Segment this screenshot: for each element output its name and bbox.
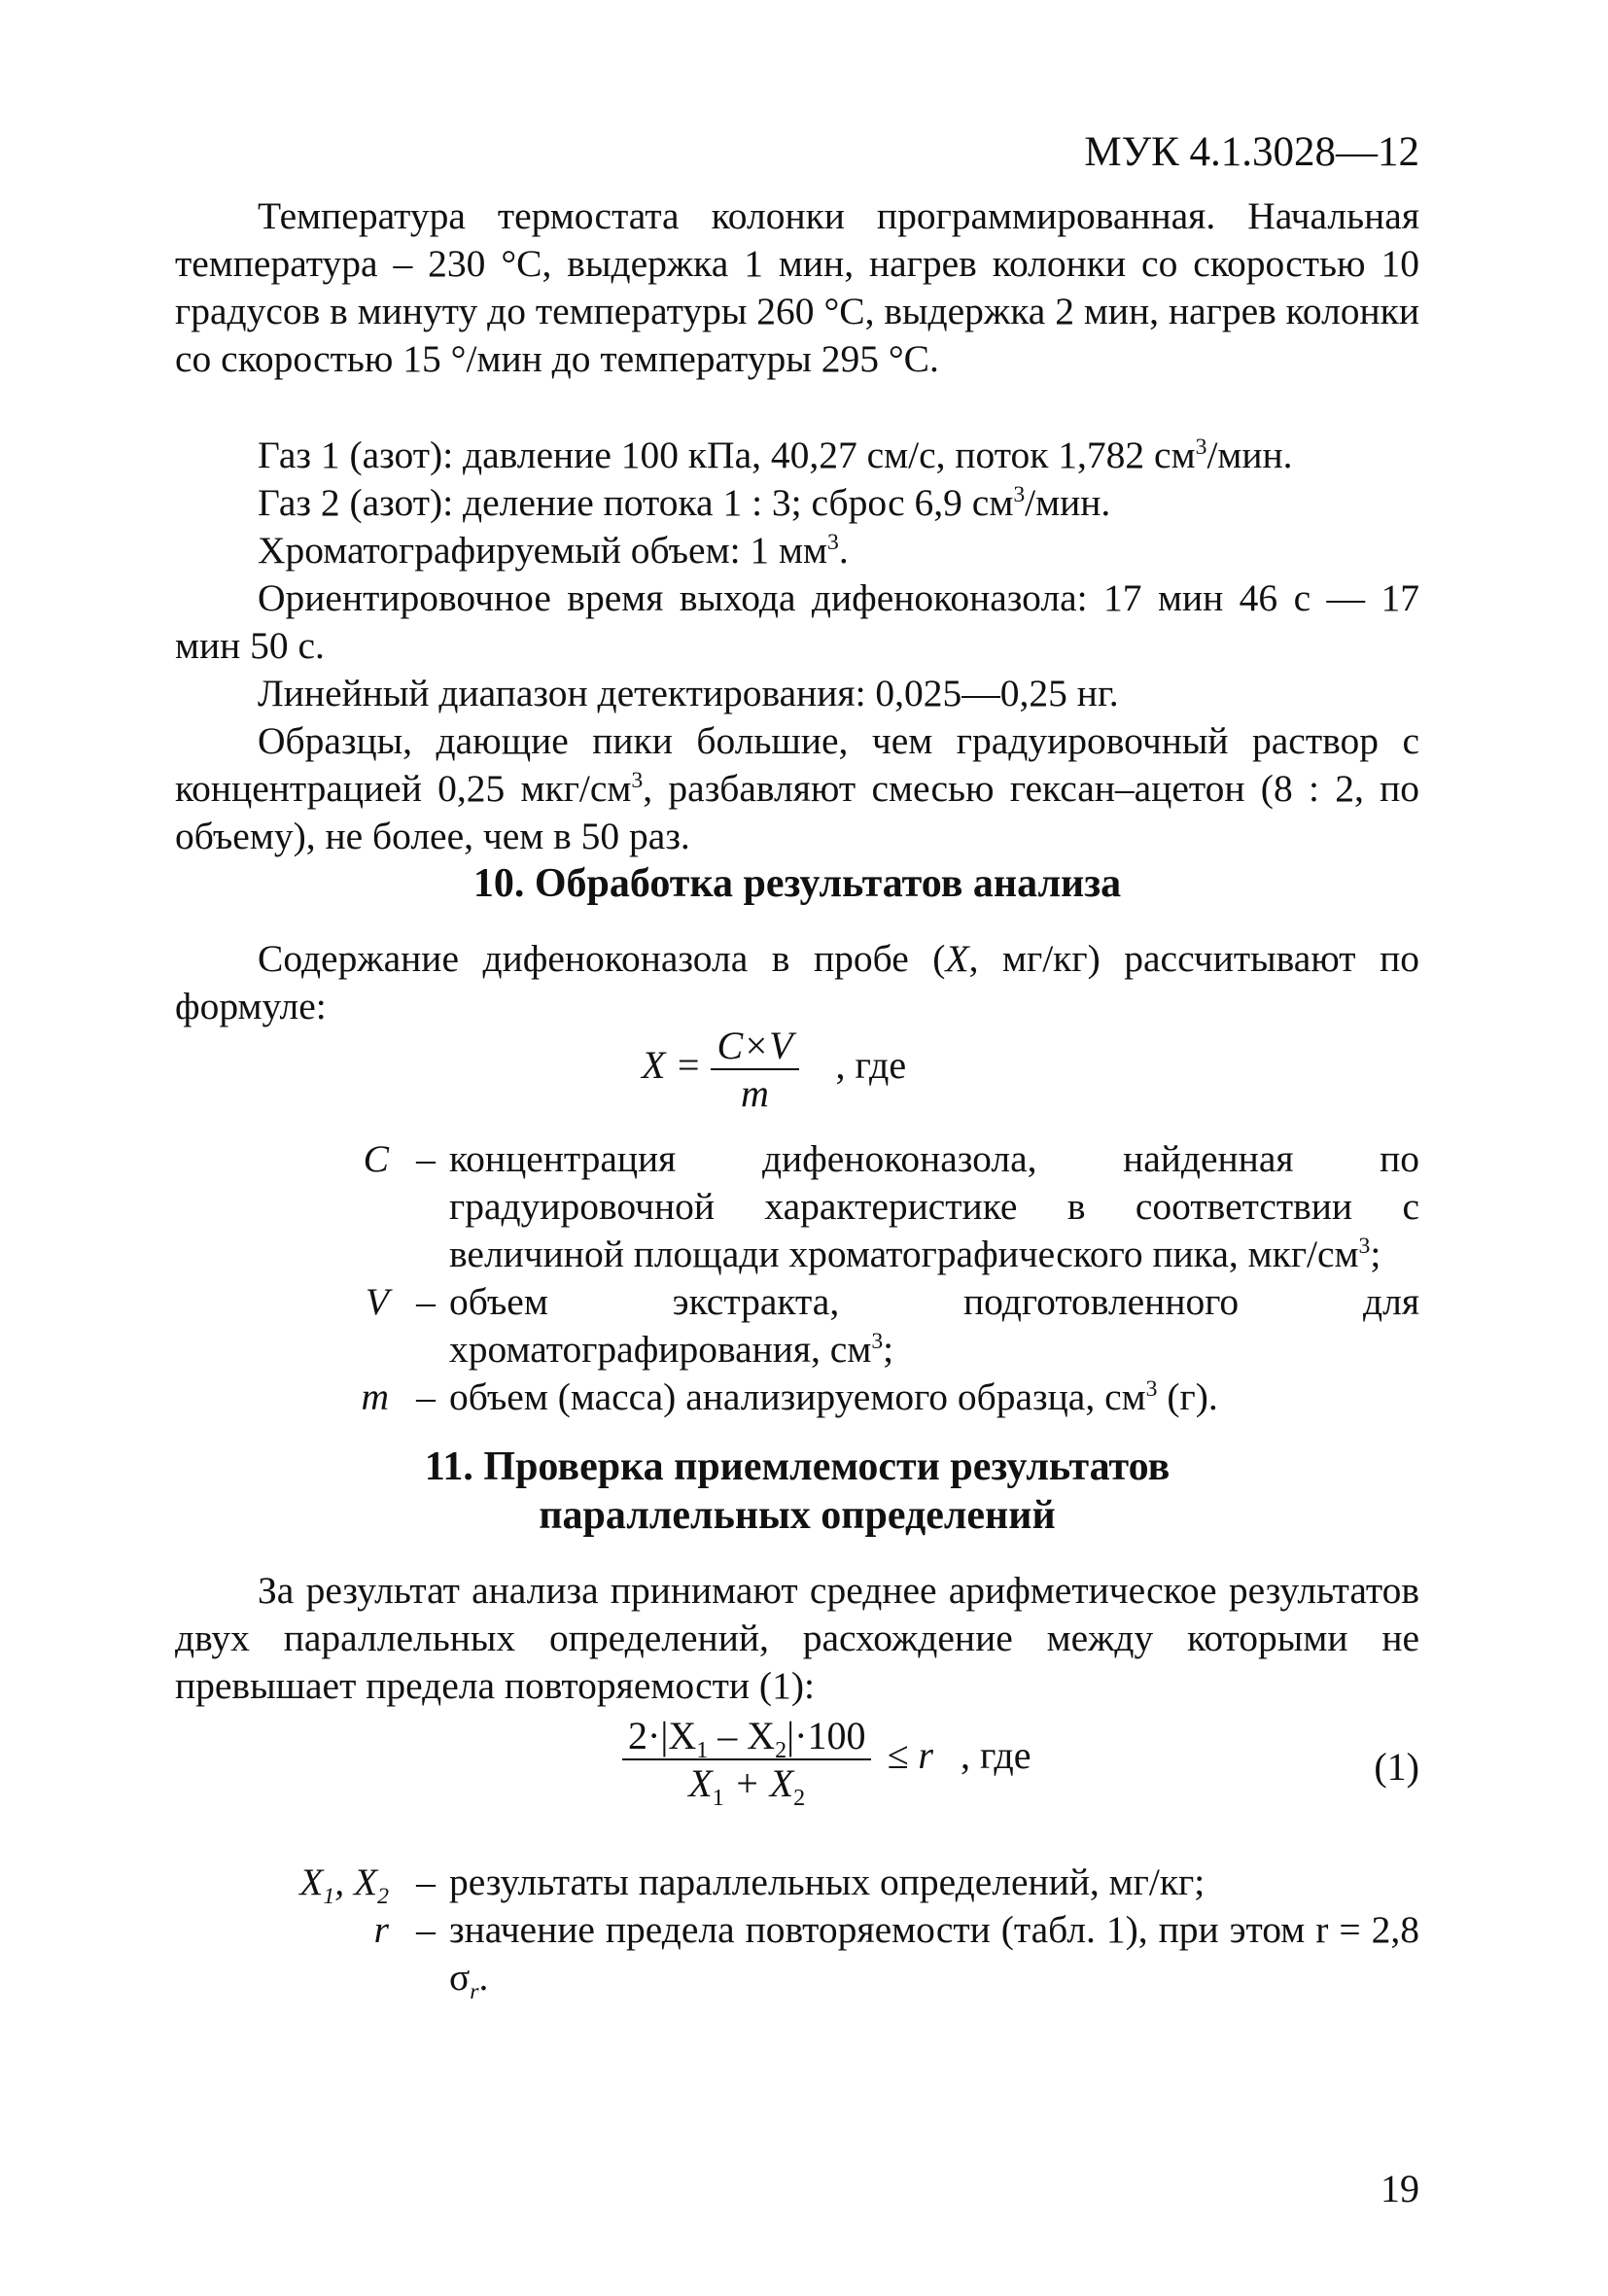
superscript: 3 [1013,481,1026,507]
page-number: 19 [1381,2167,1419,2210]
section-11-intro: За результат анализа принимают среднее арифметическое результатов двух параллельных определений, расхождение между которыми не превышает предела повторяемости (1): [175,1569,1419,1707]
equation-number: (1) [1374,1745,1419,1789]
definition-x1-x2: $X_1$, $X_2$ – результаты параллельных определений, мг/кг; [299,1861,1206,1909]
definition-v: V – объем экстракта, подготовленного для хроматографирования, $см^3$; [365,1280,1419,1371]
paragraph-gas1: Газ 1 (азот): давление 100 кПа, 40,27 см/с, поток 1,782 $см^3$/мин. [258,434,1293,476]
paragraph-retention-time: Ориентировочное время выхода дифеноконазола: 17 мин 46 с — 17 мин 50 с. [175,576,1419,667]
paragraph-linear-range: Линейный диапазон детектирования: 0,025—0,25 нг. [258,672,1119,714]
formula-concentration: X = $\frac{C\times V}{m}$ , где [642,1024,907,1115]
section-11-variable-definitions [175,1859,1419,2004]
paragraph-injection-volume: Хроматографируемый объем: 1 $мм^3$. [258,529,849,572]
fraction: $\frac{2\cdot|X_1 - X_2|\cdot 100}{X_1 + X_2}$ [622,1713,871,1806]
paragraph-dilution: Образцы, дающие пики большие, чем градуировочный раствор с концентрацией 0,25 мкг/$см^3$, разбавляют смесью гексан–ацетон (8 : 2, по объему), не более, чем в 50 раз. [175,719,1420,857]
definition-c: C – концентрация дифеноконазола, найденная по градуировочной характеристике в соответствии с величиной площади хроматографического пика, мкг/$см^3$; [363,1137,1419,1275]
definition-m: m – объем (масса) анализируемого образца, $см^3$ (г). [361,1375,1218,1418]
definition-r: r – значение предела повторяемости (табл. 1), при этом r = 2,8 $\sigma_r$. [373,1908,1419,2004]
paragraph-temperature-program: Температура термостата колонки программированная. Начальная температура – 230 °С, выдержка 1 мин, нагрев колонки со скоростью 10 градусов в минуту до температуры 260 °С, выдержка 2 мин, нагрев колонки со скоростью 15 °/мин до температуры 295 °С. [175,194,1419,380]
superscript: 3 [1195,434,1207,460]
section-11-title: 11. Проверка приемлемости результатов параллельных определений [424,1444,1171,1538]
paragraph-gas2: Газ 2 (азот): деление потока 1 : 3; сброс 6,9 $см^3$/мин. [258,481,1111,524]
superscript: 3 [631,767,644,793]
section-10-variable-definitions [175,1135,1419,1421]
document-header: МУК 4.1.3028—12 [1084,129,1419,175]
superscript: 3 [827,529,839,555]
section-10-intro: Содержание дифеноконазола в пробе (X, мг/кг) рассчитывают по формуле: [175,937,1419,1027]
section-10-title: 10. Обработка результатов анализа [472,861,1122,906]
formula-repeatability: $\frac{2\cdot|X_1 - X_2|\cdot 100}{X_1 + X_2}$ ≤ r , где [622,1713,1031,1806]
fraction: $\frac{C\times V}{m}$ [711,1023,798,1116]
